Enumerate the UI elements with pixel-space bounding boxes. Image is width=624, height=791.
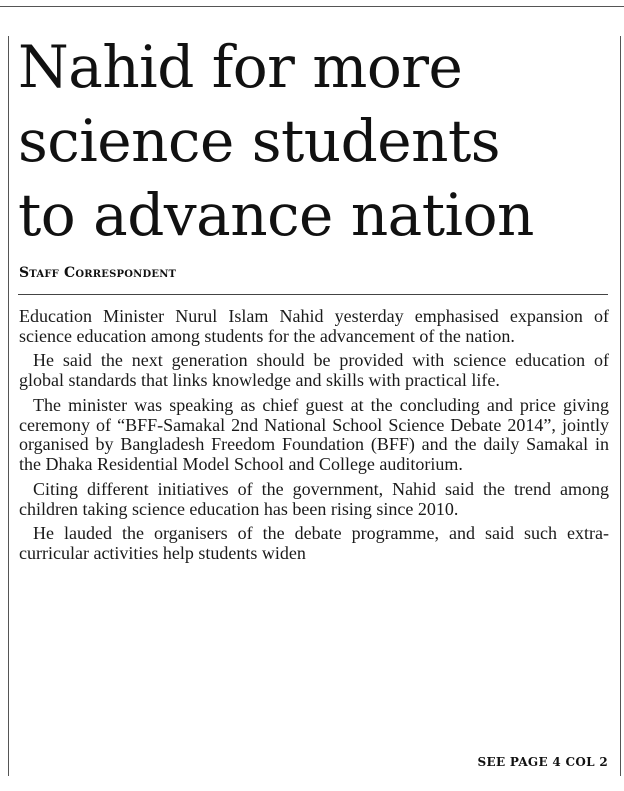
headline-line: to advance nation [18, 181, 534, 249]
right-column-rule [620, 36, 621, 776]
article-paragraph: He said the next generation should be provided with science education of global standards that links knowledge and skills with practical life. [19, 350, 609, 391]
headline [18, 30, 618, 252]
byline-divider [18, 294, 608, 295]
headline-line: Nahid for more [18, 33, 463, 101]
continuation-jump-line: SEE PAGE 4 COL 2 [477, 755, 608, 769]
headline-line: science students [18, 107, 501, 175]
article-paragraph: Education Minister Nurul Islam Nahid yesterday emphasised expansion of science education among students for the advancement of the nation. [19, 306, 609, 346]
article-body [19, 307, 609, 568]
article-paragraph: The minister was speaking as chief guest at the concluding and price giving ceremony of “BFF-Samakal 2nd National School Science Debate 2014”, jointly organised by Bangladesh Freedom Foundation (BFF) and the daily Samakal in the Dhaka Residential Model School and College auditorium. [19, 394, 609, 475]
top-border-rule [0, 6, 624, 7]
article-paragraph: Citing different initiatives of the government, Nahid said the trend among children taking science education has been rising since 2010. [19, 478, 609, 519]
left-column-rule [8, 36, 9, 776]
byline: Staff Correspondent [19, 265, 177, 281]
article-paragraph: He lauded the organisers of the debate programme, and said such extra-curricular activities help students widen [19, 523, 609, 563]
